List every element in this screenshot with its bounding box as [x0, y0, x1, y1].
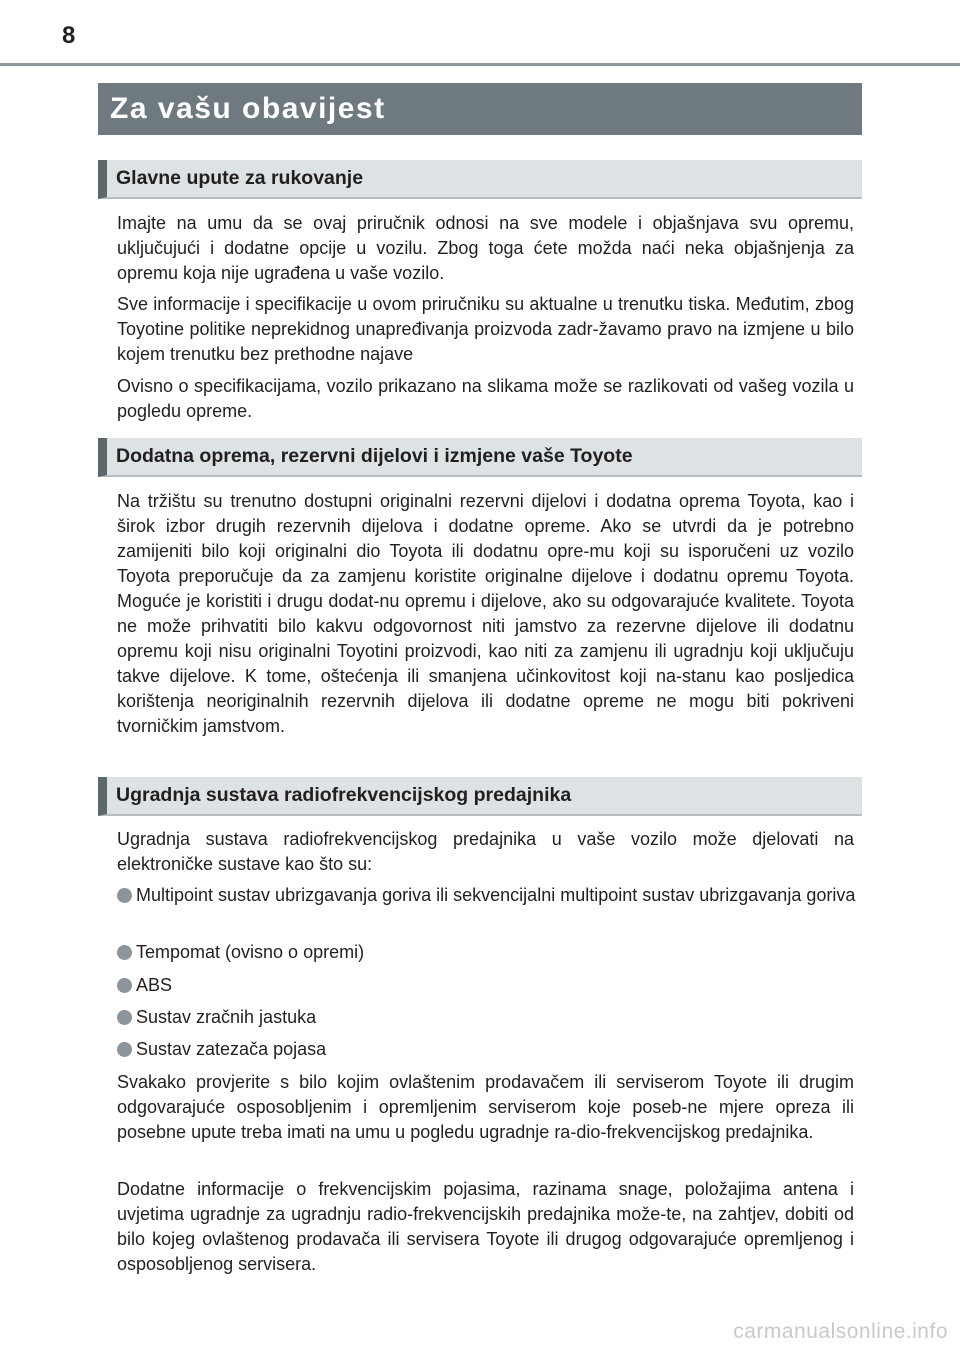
paragraph: Ovisno o specifikacijama, vozilo prikazano na slikama može se razlikovati od vašeg vozila u pogledu opreme.: [117, 376, 854, 421]
bullet-icon: [117, 945, 132, 960]
paragraph: Svakako provjerite s bilo kojim ovlaštenim prodavačem ili serviserom Toyote ili drugim odgovarajuće osposobljenim i opremljenim serviserom koje poseb-ne mjere opreza ili posebne upute treba imati na umu u pogledu ugradnje ra-dio-frekvencijskog predajnika.: [117, 1072, 854, 1142]
list-item-text: Sustav zračnih jastuka: [136, 1007, 317, 1027]
list-item-text: ABS: [136, 975, 173, 995]
paragraph: Dodatne informacije o frekvencijskim pojasima, razinama snage, položajima antena i uvjetima ugradnje za ugradnju radio-frekvencijskih predajnika može-te, na zahtjev, dobiti od bilo kojeg ovlaštenog prodavača ili servisera Toyote ili drugog odgovarajuće opremljenog i osposobljenog servisera.: [117, 1179, 854, 1274]
page-number: 8: [62, 22, 76, 49]
list-item: [117, 973, 860, 998]
paragraph: Sve informacije i specifikacije u ovom priručniku su aktualne u trenutku tiska. Međutim, zbog Toyotine politike neprekidnog unapređivanja proizvoda zadr-žavamo pravo na izmjene u bilo kojem trenutku bez prethodne najave: [117, 294, 854, 364]
list-item: [117, 1005, 860, 1030]
top-divider: [0, 63, 960, 66]
paragraph: Imajte na umu da se ovaj priručnik odnosi na sve modele i objašnjava svu opremu, uključujući i dodatne opcije u vozilu. Zbog toga ćete možda naći neka objašnjenja za opremu koja nije ugrađena u vaše vozilo.: [117, 213, 854, 283]
bullet-icon: [117, 1042, 132, 1057]
paragraph: Ugradnja sustava radiofrekvencijskog predajnika u vaše vozilo može djelovati na elektroničke sustave kao što su:: [117, 829, 854, 874]
section-heading-handling: Glavne upute za rukovanje: [98, 160, 862, 199]
list-item-text: Multipoint sustav ubrizgavanja goriva ili sekvencijalni multipoint sustav ubrizgavanja goriva: [136, 885, 856, 905]
section-heading-rf-transmitter: Ugradnja sustava radiofrekvencijskog predajnika: [98, 777, 862, 816]
list-item: [117, 940, 860, 965]
watermark: carmanualsonline.info: [733, 1320, 948, 1343]
chapter-title: Za vašu obavijest: [98, 83, 862, 135]
list-item: [117, 883, 860, 908]
list-item: [117, 1037, 860, 1062]
list-item-text: Sustav zatezača pojasa: [136, 1039, 327, 1059]
section-heading-accessories: Dodatna oprema, rezervni dijelovi i izmjene vaše Toyote: [98, 438, 862, 477]
paragraph: Na tržištu su trenutno dostupni originalni rezervni dijelovi i dodatna oprema Toyota, kao i širok izbor drugih rezervnih dijelova i dodatne opreme. Ako se utvrdi da je potrebno zamijeniti bilo koji originalni dio Toyota ili dodatnu opre-mu koji su isporučeni uz vozilo Toyota preporučuje da za zamjenu koristite originalne dijelove i dodatnu opremu Toyota. Moguće je koristiti i drugu dodat-nu opremu i dijelove, ako su odgovarajuće kvalitete. Toyota ne može prihvatiti bilo kakvu odgovornost niti jamstvo za rezervne dijelove ili dodatnu opremu koji nisu originalni Toyotini proizvodi, kao niti za zamjenu ili ugradnju koji uključuju takve dijelove. K tome, oštećenja ili smanjena učinkovitost koji na-stanu kao posljedica korištenja neoriginalnih rezervnih dijelova ili dodatne opreme ne mogu biti pokriveni tvorničkim jamstvom.: [117, 491, 854, 736]
bullet-icon: [117, 888, 132, 903]
bullet-icon: [117, 1010, 132, 1025]
bullet-icon: [117, 978, 132, 993]
list-item-text: Tempomat (ovisno o opremi): [136, 942, 365, 962]
